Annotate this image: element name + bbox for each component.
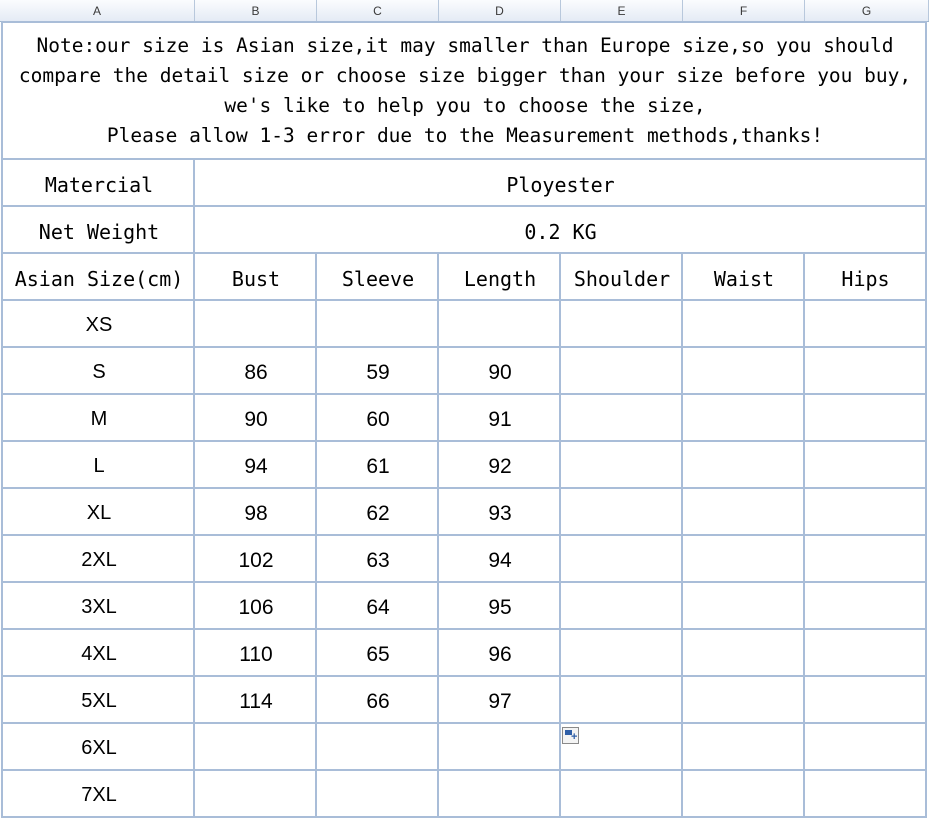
row-1-length-cell[interactable]	[439, 303, 561, 348]
row-2-hips-cell[interactable]	[805, 350, 926, 395]
row-11-size-cell[interactable]: 7XL	[81, 784, 117, 806]
row-10-waist-cell[interactable]	[683, 726, 805, 771]
row-5-shoulder-cell[interactable]	[561, 491, 683, 536]
row-9-waist-cell[interactable]	[683, 679, 805, 724]
row-3-bust-cell[interactable]: 90	[244, 407, 268, 431]
row-8-shoulder-cell[interactable]	[561, 632, 683, 677]
column-header-e[interactable]: E	[561, 0, 683, 21]
column-header-bar	[0, 0, 929, 22]
grid-line-vertical	[193, 158, 195, 818]
row-9-size-cell[interactable]: 5XL	[81, 690, 117, 712]
grid-line-horizontal	[1, 534, 927, 536]
row-6-bust-cell[interactable]: 102	[238, 548, 274, 572]
row-8-size-cell[interactable]: 4XL	[81, 643, 117, 665]
row-7-size-cell[interactable]: 3XL	[81, 596, 117, 618]
column-header-b[interactable]: B	[195, 0, 317, 21]
header-asian-size-cell[interactable]: Asian Size(cm)	[14, 266, 184, 291]
grid-line-horizontal	[1, 205, 927, 207]
grid-line-horizontal	[1, 487, 927, 489]
row-4-shoulder-cell[interactable]	[561, 444, 683, 489]
row-6-sleeve-cell[interactable]: 63	[366, 548, 390, 572]
material-value-cell[interactable]: Ployester	[506, 172, 615, 197]
row-5-sleeve-cell[interactable]: 62	[366, 501, 390, 525]
grid-line-horizontal	[1, 21, 927, 23]
header-waist-cell[interactable]: Waist	[713, 266, 775, 291]
row-6-shoulder-cell[interactable]	[561, 538, 683, 583]
row-2-length-cell[interactable]: 90	[488, 360, 512, 384]
row-5-waist-cell[interactable]	[683, 491, 805, 536]
row-9-bust-cell[interactable]: 114	[239, 689, 273, 713]
row-7-length-cell[interactable]: 95	[488, 595, 512, 619]
header-length-cell[interactable]: Length	[463, 266, 537, 291]
grid-line-vertical	[681, 252, 683, 818]
row-3-size-cell[interactable]: M	[90, 408, 108, 430]
row-9-length-cell[interactable]: 97	[488, 689, 512, 713]
row-11-sleeve-cell[interactable]	[317, 773, 439, 818]
column-header-d[interactable]: D	[439, 0, 561, 21]
row-5-length-cell[interactable]: 93	[488, 501, 512, 525]
row-2-shoulder-cell[interactable]	[561, 350, 683, 395]
row-1-hips-cell[interactable]	[805, 303, 926, 348]
row-3-length-cell[interactable]: 91	[488, 407, 512, 431]
header-bust-cell[interactable]: Bust	[231, 266, 281, 291]
row-8-sleeve-cell[interactable]: 65	[366, 642, 390, 666]
row-7-sleeve-cell[interactable]: 64	[366, 595, 390, 619]
row-7-shoulder-cell[interactable]	[561, 585, 683, 630]
row-3-shoulder-cell[interactable]	[561, 397, 683, 442]
row-6-hips-cell[interactable]	[805, 538, 926, 583]
row-1-sleeve-cell[interactable]	[317, 303, 439, 348]
row-2-bust-cell[interactable]: 86	[244, 360, 268, 384]
row-5-hips-cell[interactable]	[805, 491, 926, 536]
column-header-a[interactable]: A	[0, 0, 195, 21]
row-10-length-cell[interactable]	[439, 726, 561, 771]
material-label-cell[interactable]: Matercial	[44, 172, 154, 197]
row-2-sleeve-cell[interactable]: 59	[366, 360, 390, 384]
note-line-4: Please allow 1-3 error due to the Measurement methods,thanks!	[106, 124, 824, 147]
note-line-2: compare the detail size or choose size bigger than your size before you buy,	[18, 64, 912, 87]
grid-line-horizontal	[1, 158, 927, 160]
row-11-length-cell[interactable]	[439, 773, 561, 818]
row-7-waist-cell[interactable]	[683, 585, 805, 630]
grid-line-vertical	[1, 21, 3, 818]
row-11-hips-cell[interactable]	[805, 773, 926, 818]
grid-line-vertical	[803, 252, 805, 818]
row-6-length-cell[interactable]: 94	[488, 548, 512, 572]
row-7-bust-cell[interactable]: 106	[238, 595, 274, 619]
row-9-hips-cell[interactable]	[805, 679, 926, 724]
grid-line-horizontal	[1, 769, 927, 771]
grid-line-horizontal	[1, 628, 927, 630]
grid-line-horizontal	[1, 346, 927, 348]
grid-line-vertical	[315, 252, 317, 818]
row-4-waist-cell[interactable]	[683, 444, 805, 489]
row-11-bust-cell[interactable]	[195, 773, 317, 818]
row-4-bust-cell[interactable]: 94	[244, 454, 268, 478]
row-3-hips-cell[interactable]	[805, 397, 926, 442]
row-11-waist-cell[interactable]	[683, 773, 805, 818]
row-1-shoulder-cell[interactable]	[561, 303, 683, 348]
size-note-cell[interactable]	[3, 24, 927, 158]
grid-line-horizontal	[1, 675, 927, 677]
row-3-waist-cell[interactable]	[683, 397, 805, 442]
grid-line-horizontal	[1, 252, 927, 254]
row-8-length-cell[interactable]: 96	[488, 642, 512, 666]
header-hips-cell[interactable]: Hips	[841, 266, 890, 291]
row-8-waist-cell[interactable]	[683, 632, 805, 677]
grid-line-vertical	[559, 252, 561, 818]
row-4-size-cell[interactable]: L	[93, 455, 105, 477]
row-4-length-cell[interactable]: 92	[488, 454, 512, 478]
grid-line-horizontal	[1, 299, 927, 301]
row-1-bust-cell[interactable]	[195, 303, 317, 348]
row-6-waist-cell[interactable]	[683, 538, 805, 583]
header-shoulder-cell[interactable]: Shoulder	[573, 266, 671, 291]
net-weight-value-cell[interactable]: 0.2 KG	[524, 219, 597, 244]
row-3-sleeve-cell[interactable]: 60	[366, 407, 390, 431]
row-1-waist-cell[interactable]	[683, 303, 805, 348]
row-7-hips-cell[interactable]	[805, 585, 926, 630]
row-9-shoulder-cell[interactable]	[561, 679, 683, 724]
row-10-bust-cell[interactable]	[195, 726, 317, 771]
row-1-size-cell[interactable]: XS	[85, 314, 113, 336]
grid-line-vertical	[437, 252, 439, 818]
row-10-shoulder-cell[interactable]	[561, 726, 683, 771]
grid-line-vertical	[925, 21, 927, 818]
row-9-sleeve-cell[interactable]: 66	[366, 689, 390, 713]
row-4-hips-cell[interactable]	[805, 444, 926, 489]
row-4-sleeve-cell[interactable]: 61	[366, 454, 390, 478]
row-6-size-cell[interactable]: 2XL	[81, 549, 117, 571]
row-10-size-cell[interactable]: 6XL	[81, 737, 117, 759]
row-8-hips-cell[interactable]	[805, 632, 926, 677]
grid-line-horizontal	[1, 393, 927, 395]
grid-line-horizontal	[1, 581, 927, 583]
grid-line-horizontal	[1, 722, 927, 724]
row-8-bust-cell[interactable]: 110	[239, 642, 273, 666]
note-line-3: we's like to help you to choose the size,	[224, 94, 706, 117]
row-2-waist-cell[interactable]	[683, 350, 805, 395]
row-5-bust-cell[interactable]: 98	[244, 501, 268, 525]
row-10-hips-cell[interactable]	[805, 726, 926, 771]
header-sleeve-cell[interactable]: Sleeve	[341, 266, 415, 291]
paste-options-icon[interactable]	[562, 727, 579, 744]
note-line-1: Note:our size is Asian size,it may smaller than Europe size,so you should	[36, 34, 894, 57]
row-5-size-cell[interactable]: XL	[86, 502, 112, 524]
net-weight-label-cell[interactable]: Net Weight	[38, 219, 160, 244]
row-11-shoulder-cell[interactable]	[561, 773, 683, 818]
grid-line-horizontal	[1, 440, 927, 442]
grid-line-horizontal	[1, 816, 927, 818]
column-header-c[interactable]: C	[317, 0, 439, 21]
row-2-size-cell[interactable]: S	[92, 361, 106, 383]
row-10-sleeve-cell[interactable]	[317, 726, 439, 771]
column-header-f[interactable]: F	[683, 0, 805, 21]
column-header-g[interactable]: G	[805, 0, 929, 21]
